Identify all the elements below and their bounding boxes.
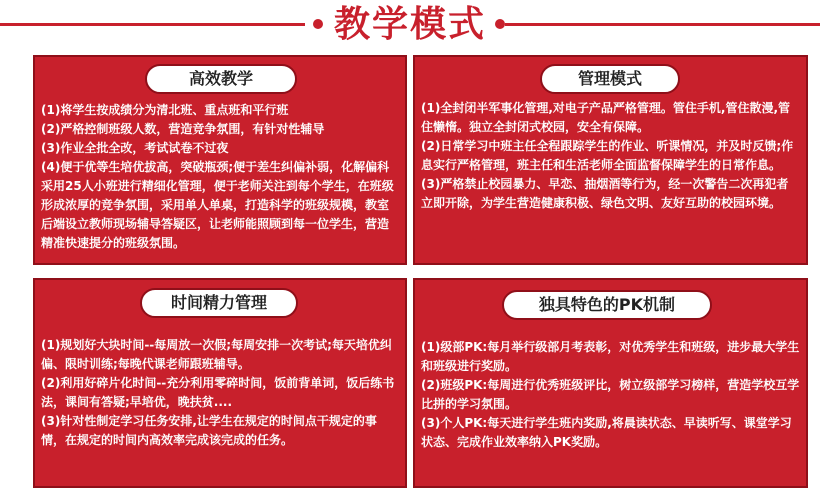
panel-item: (3)严格禁止校园暴力、早恋、抽烟酒等行为，经一次警告二次再犯者立即开除，为学生营造健康积极、绿色文明、友好互助的校园环境。 [421, 177, 789, 210]
panel-heading: 独具特色的PK机制 [502, 290, 712, 320]
panel-heading: 管理模式 [540, 64, 680, 94]
panel-time-management [33, 278, 407, 488]
page-title: 教学模式 [333, 4, 486, 45]
panel-item: (1)将学生按成绩分为清北班、重点班和平行班 [41, 103, 289, 117]
panel-item: (3)针对性制定学习任务安排,让学生在规定的时间点干规定的事情，在规定的时间内高效率完成该完成的任务。 [41, 414, 377, 447]
panel-body [421, 338, 800, 452]
panel-item: (2)日常学习中班主任全程跟踪学生的作业、听课情况，并及时反馈;作息实行严格管理，班主任和生活老师全面监督保障学生的日常作息。 [421, 139, 794, 172]
panel-item: (1)级部PK:每月举行级部月考表彰，对优秀学生和班级，进步最大学生和班级进行奖励。 [421, 340, 800, 373]
panel-item: (3)个人PK:每天进行学生班内奖励,将晨读状态、早读听写、课堂学习状态、完成作业效率纳入PK奖励。 [421, 416, 792, 449]
panel-item: (2)班级PK:每周进行优秀班级评比，树立级部学习榜样，营造学校互学比拼的学习氛围。 [421, 378, 800, 411]
header-dot-right [495, 19, 505, 29]
panel-heading: 时间精力管理 [140, 288, 298, 318]
panel-item: (2)严格控制班级人数，营造竞争氛围，有针对性辅导 [41, 122, 325, 136]
panel-item: (4)便于优等生培优拔高，突破瓶颈;便于差生纠偏补弱，化解偏科采用25人小班进行精细化管理，便于老师关注到每个学生，在班级形成浓厚的竞争氛围，采用单人单桌，打造科学的班级规模，教室后端设立教师现场辅导答疑区，让老师能照顾到每一位学生，营造精准快速提分的班级氛围。 [41, 160, 394, 250]
panel-management-mode [413, 55, 808, 265]
panel-item: (1)规划好大块时间--每周放一次假;每周安排一次考试;每天培优纠偏、限时训练;每晚代课老师跟班辅导。 [41, 338, 392, 371]
panel-body [41, 101, 399, 253]
panel-heading: 高效教学 [145, 64, 297, 94]
header-divider-left [0, 23, 305, 26]
panel-body [41, 336, 399, 450]
header-dot-left [313, 19, 323, 29]
panel-item: (3)作业全批全改，考试试卷不过夜 [41, 141, 229, 155]
panel-efficient-teaching [33, 55, 407, 265]
header-divider-right [505, 23, 820, 26]
panel-pk-mechanism [413, 278, 808, 488]
page-header [0, 0, 820, 52]
panel-item: (2)利用好碎片化时间--充分利用零碎时间，饭前背单词，饭后练书法，课间有答疑;早培优，晚扶贫.... [41, 376, 395, 409]
panel-item: (1)全封闭半军事化管理,对电子产品严格管理。管住手机,管住散漫,管住懒惰。独立全封闭式校园，安全有保障。 [421, 101, 790, 134]
panel-body [421, 99, 800, 213]
